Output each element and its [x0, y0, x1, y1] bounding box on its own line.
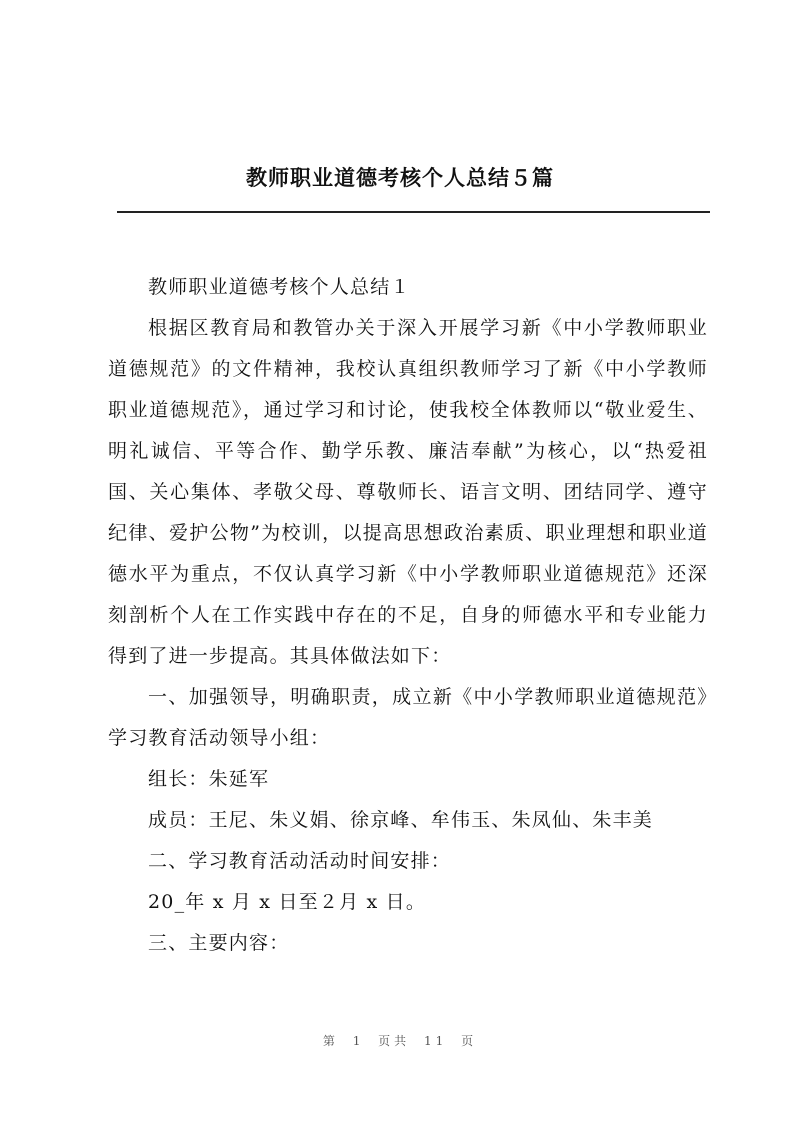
title-divider	[117, 211, 710, 213]
schedule-line: 20_年 x 月 x 日至２月 x 日。	[148, 891, 427, 913]
page-number-footer: 第 1 页共 11 页	[322, 1034, 478, 1048]
intro-paragraph: 根据区教育局和教管办关于深入开展学习新《中小学教师职业道德规范》的文件精神，我校认真组织教师学习了新《中小学教师职业道德规范》，通过学习和讨论，使我校全体教师以“敬业爱生、明礼诚信、平等合作、勤学乐教、廉洁奉献”为核心，以“热爱祖国、关心集体、孝敬父母、尊敬师长、语言文明、团结同学、遵守纪律、爱护公物”为校训，以提高思想政治素质、职业理想和职业道德水平为重点，不仅认真学习新《中小学教师职业道德规范》还深刻剖析个人在工作实践中存在的不足，自身的师德水平和专业能力得到了进一步提高。其具体做法如下：	[108, 317, 708, 667]
group-members-line: 成员：王尼、朱义娟、徐京峰、牟伟玉、朱凤仙、朱丰美	[148, 809, 654, 831]
point-one-paragraph: 一、加强领导，明确职责，成立新《中小学教师职业道德规范》学习教育活动领导小组：	[108, 686, 708, 749]
point-two-heading: 二、学习教育活动活动时间安排：	[148, 850, 452, 872]
document-body	[108, 267, 708, 964]
document-title: 教师职业道德考核个人总结５篇	[246, 165, 554, 190]
section-heading: 教师职业道德考核个人总结１	[148, 276, 411, 298]
point-three-heading: 三、主要内容：	[148, 932, 290, 954]
group-leader-line: 组长：朱延军	[148, 768, 270, 790]
